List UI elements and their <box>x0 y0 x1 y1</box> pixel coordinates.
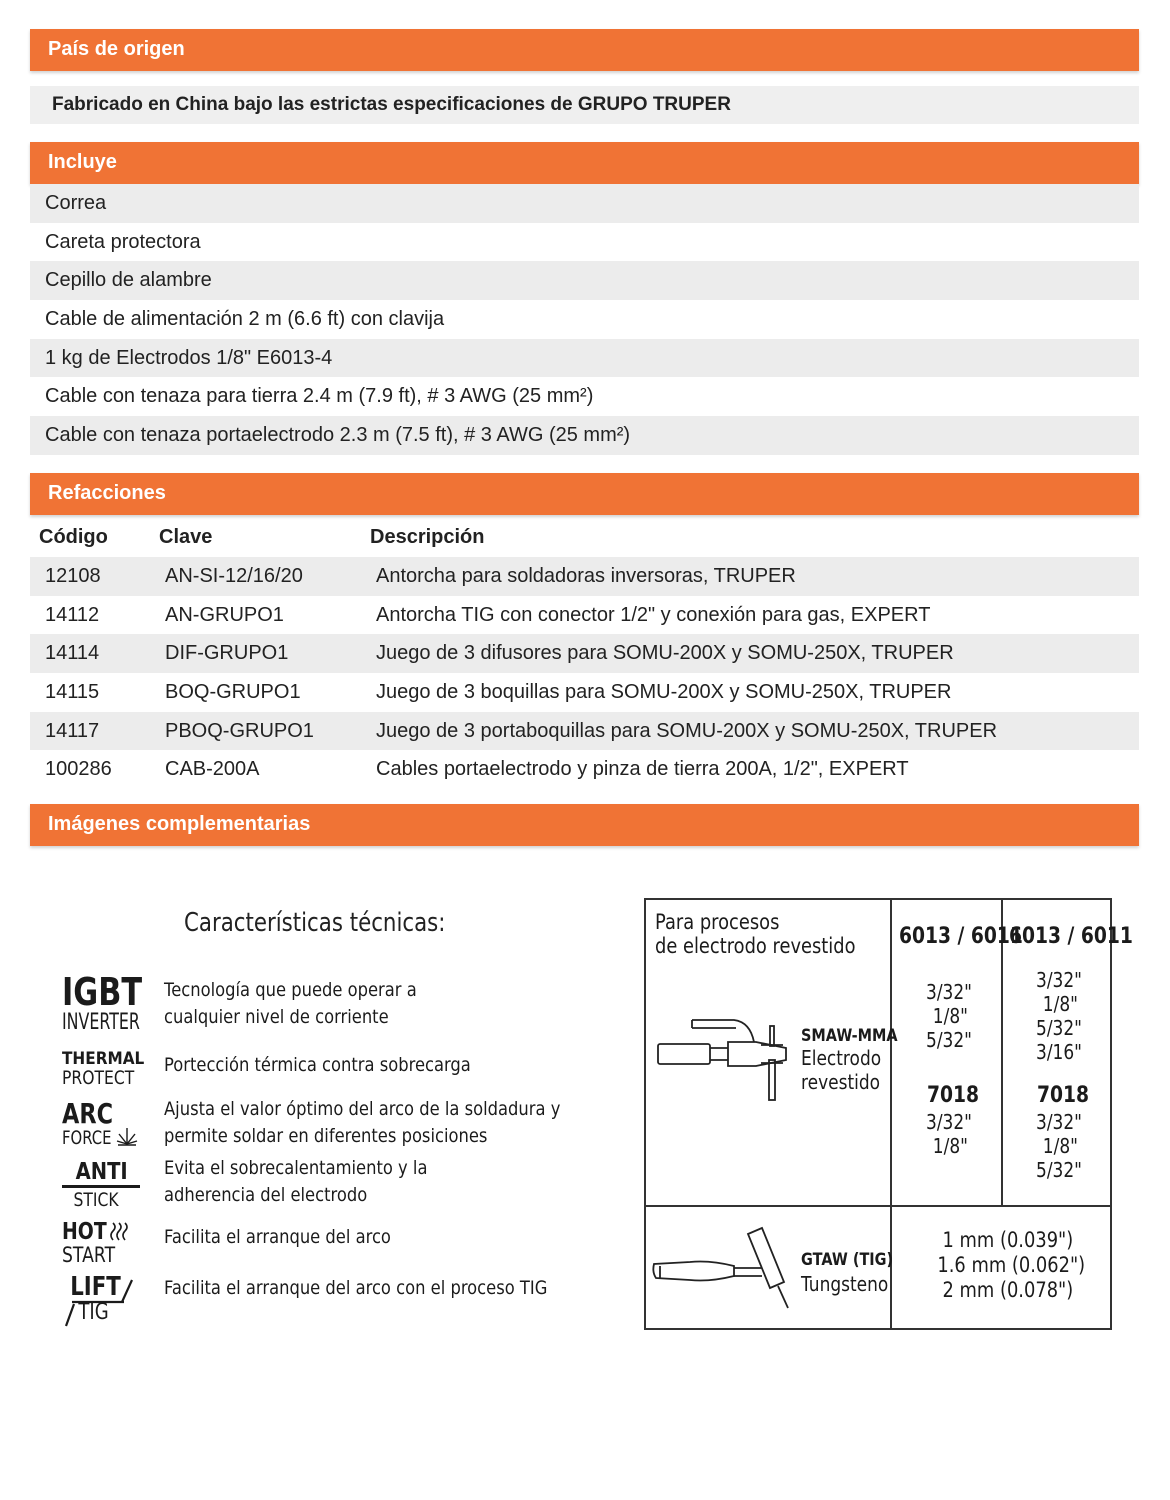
gtaw-description: Tungsteno <box>801 1272 889 1296</box>
tungsten-sizes <box>934 1228 1085 1303</box>
part-code: 14112 <box>45 603 100 626</box>
list-item: Correa <box>30 184 1139 223</box>
list-item: Cepillo de alambre <box>30 261 1139 300</box>
electrode-sizes <box>926 980 972 1052</box>
intro-line: de electrodo revestido <box>655 934 856 958</box>
parts-header: Refacciones <box>30 473 1139 515</box>
size-value: 3/32" <box>926 1110 973 1134</box>
feature-line: Portección térmica contra sobrecarga <box>164 1054 471 1076</box>
part-description: Juego de 3 boquillas para SOMU-200X y SOMU-250X, TRUPER <box>376 681 952 704</box>
logo-bottom-text: STICK <box>73 1188 119 1211</box>
parts-table-header <box>30 520 1139 556</box>
size-value: 1/8" <box>1042 992 1078 1016</box>
logo-bottom-text: TIG <box>78 1300 109 1325</box>
part-description: Antorcha TIG con conector 1/2" y conexión para gas, EXPERT <box>376 603 931 626</box>
logo-bottom-text: INVERTER <box>62 1010 140 1035</box>
size-value: 3/32" <box>1036 1110 1083 1134</box>
list-item: Cable con tenaza portaelectrodo 2.3 m (7.5 ft), # 3 AWG (25 mm²) <box>30 416 1139 455</box>
size-value: 1/8" <box>932 1134 968 1158</box>
logo-top-text: THERMAL <box>62 1049 145 1069</box>
table-row <box>30 712 1139 751</box>
smaw-description <box>801 1046 881 1094</box>
electrode-sizes <box>926 1110 972 1158</box>
size-value: 1.6 mm (0.062") <box>937 1253 1086 1277</box>
hot-start-logo <box>62 1220 157 1266</box>
list-item: 1 kg de Electrodos 1/8" E6013-4 <box>30 339 1139 378</box>
electrode-sizes <box>1036 968 1082 1064</box>
feature-description <box>164 977 417 1031</box>
logo-top-text: HOT <box>62 1219 107 1245</box>
column-header-description: Descripción <box>370 526 485 548</box>
part-description: Juego de 3 difusores para SOMU-200X y SOMU-250X, TRUPER <box>376 642 954 665</box>
column-header: 6013 / 6011 <box>1009 924 1133 949</box>
electrode-holder-icon <box>656 1012 806 1104</box>
list-item: Cable con tenaza para tierra 2.4 m (7.9 ft), # 3 AWG (25 mm²) <box>45 385 594 408</box>
feature-line: cualquier nivel de corriente <box>164 1006 389 1028</box>
electrode-table <box>644 898 1133 1330</box>
feature-description <box>164 1224 391 1251</box>
part-code: 14114 <box>45 642 100 665</box>
images-header: Imágenes complementarias <box>30 804 1139 846</box>
feature-line: Facilita el arranque del arco con el proceso TIG <box>164 1277 548 1299</box>
logo-bottom-text: FORCE <box>62 1127 112 1149</box>
part-description: Juego de 3 portaboquillas para SOMU-200X y SOMU-250X, TRUPER <box>376 719 998 742</box>
size-value: 5/32" <box>926 1028 973 1052</box>
table-row <box>30 634 1139 673</box>
size-value: 3/32" <box>926 980 973 1004</box>
feature-line: Evita el sobrecalentamiento y la <box>164 1157 428 1179</box>
logo-bottom-text: PROTECT <box>62 1067 135 1089</box>
arc-force-logo <box>62 1097 157 1149</box>
part-key: AN-SI-12/16/20 <box>165 565 303 587</box>
part-code: 14117 <box>45 719 100 742</box>
part-key: PBOQ-GRUPO1 <box>165 719 314 742</box>
list-item: Careta protectora <box>45 230 201 253</box>
table-row <box>30 673 1139 712</box>
column-header-code: Código <box>39 526 108 548</box>
feature-description <box>164 1052 471 1079</box>
part-key: AN-GRUPO1 <box>165 603 284 626</box>
table-intro <box>655 910 856 958</box>
list-item: Cable de alimentación 2 m (6.6 ft) con clavija <box>45 308 445 331</box>
table-row <box>30 596 1139 635</box>
divider-line <box>62 1185 140 1188</box>
feature-description <box>164 1275 547 1302</box>
logo-top-text: LIFT <box>70 1272 121 1302</box>
lift-tig-logo <box>62 1274 157 1325</box>
origin-text: Fabricado en China bajo las estrictas especificaciones de GRUPO TRUPER <box>30 86 1139 124</box>
size-value: 1/8" <box>932 1004 968 1028</box>
heat-waves-icon <box>108 1222 130 1242</box>
column-header: 6013 / 6011 <box>899 924 1023 949</box>
part-key: DIF-GRUPO1 <box>165 642 289 665</box>
spark-icon <box>116 1124 138 1146</box>
part-code: 14115 <box>45 681 100 704</box>
size-value: 1 mm (0.039") <box>942 1228 1074 1252</box>
table-divider <box>646 1205 1110 1207</box>
size-value: 1/8" <box>1042 1134 1078 1158</box>
logo-top-text: ARC <box>62 1097 114 1130</box>
part-key: BOQ-GRUPO1 <box>165 681 301 704</box>
part-description: Cables portaelectrodo y pinza de tierra 200A, 1/2", EXPERT <box>376 758 909 781</box>
feature-line: Ajusta el valor óptimo del arco de la soldadura y <box>164 1098 561 1120</box>
feature-line: Tecnología que puede operar a <box>164 979 417 1001</box>
smaw-line: revestido <box>801 1070 881 1094</box>
electrode-type: 7018 <box>927 1083 980 1108</box>
electrode-sizes <box>1036 1110 1082 1182</box>
size-value: 5/32" <box>1036 1016 1083 1040</box>
feature-description <box>164 1096 560 1150</box>
parts-table <box>30 557 1139 789</box>
feature-line: adherencia del electrodo <box>164 1184 368 1206</box>
electrode-type: 7018 <box>1037 1083 1090 1108</box>
feature-line: permite soldar en diferentes posiciones <box>164 1125 488 1147</box>
table-row <box>30 557 1139 596</box>
column-header-key: Clave <box>159 526 213 548</box>
includes-header: Incluye <box>30 142 1139 184</box>
size-value: 5/32" <box>1036 1158 1083 1182</box>
origin-header: País de origen <box>30 29 1139 71</box>
tig-torch-icon <box>650 1226 800 1312</box>
size-value: 3/16" <box>1036 1040 1083 1064</box>
feature-description <box>164 1155 427 1209</box>
part-description: Antorcha para soldadoras inversoras, TRUPER <box>376 565 796 587</box>
part-key: CAB-200A <box>165 758 260 781</box>
smaw-line: Electrodo <box>801 1046 882 1070</box>
feature-line: Facilita el arranque del arco <box>164 1226 391 1248</box>
logo-top-text: ANTI <box>75 1159 128 1185</box>
gtaw-label: GTAW (TIG) <box>801 1250 894 1270</box>
igbt-inverter-logo <box>62 970 157 1035</box>
includes-list <box>30 184 1139 455</box>
part-code: 100286 <box>45 758 112 781</box>
thermal-protect-logo <box>62 1050 157 1088</box>
size-value: 2 mm (0.078") <box>942 1278 1074 1302</box>
anti-stick-logo <box>62 1160 157 1210</box>
size-value: 3/32" <box>1036 968 1083 992</box>
intro-line: Para procesos <box>655 910 780 934</box>
part-code: 12108 <box>45 565 101 587</box>
features-title: Características técnicas: <box>184 908 446 938</box>
lift-slash-icon <box>62 1274 137 1330</box>
logo-bottom-text: START <box>62 1243 116 1267</box>
logo-top-text: IGBT <box>62 970 143 1014</box>
smaw-label: SMAW-MMA <box>801 1026 898 1046</box>
table-row <box>30 750 1139 789</box>
